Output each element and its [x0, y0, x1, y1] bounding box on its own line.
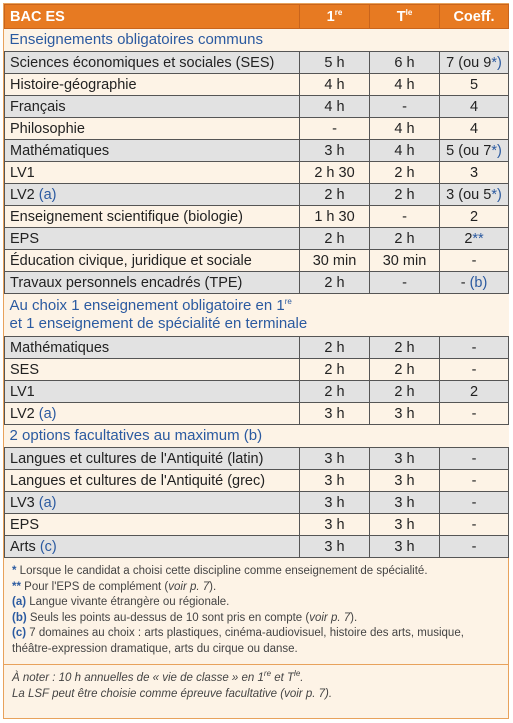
premiere-hours: 3 h — [300, 514, 370, 536]
subject-label: Arts (c) — [5, 536, 300, 558]
premiere-hours: 3 h — [300, 470, 370, 492]
subject-label: Mathématiques — [5, 140, 300, 162]
premiere-hours: 3 h — [300, 403, 370, 425]
coeff-cell: - (b) — [440, 272, 509, 294]
table-row — [5, 184, 509, 206]
table-row — [5, 514, 509, 536]
table-row — [5, 206, 509, 228]
premiere-hours: 2 h — [300, 381, 370, 403]
table-row — [5, 448, 509, 470]
subject-label: Philosophie — [5, 118, 300, 140]
premiere-hours: 3 h — [300, 448, 370, 470]
footnote-b: (b) Seuls les points au-dessus de 10 sont pris en compte (voir p. 7). — [12, 611, 358, 624]
subject-label: Langues et cultures de l'Antiquité (latin) — [5, 448, 300, 470]
footer-line-2: La LSF peut être choisie comme épreuve facultative (voir p. 7). — [12, 688, 333, 700]
subject-label: LV3 (a) — [5, 492, 300, 514]
subject-label: LV2 (a) — [5, 184, 300, 206]
terminale-hours: 2 h — [370, 228, 440, 250]
terminale-hours: 2 h — [370, 337, 440, 359]
coeff-cell: - — [440, 403, 509, 425]
subject-label: Histoire-géographie — [5, 74, 300, 96]
header-coeff: Coeff. — [440, 5, 509, 29]
table-row — [5, 228, 509, 250]
premiere-hours: 2 h — [300, 337, 370, 359]
coeff-cell: - — [440, 514, 509, 536]
terminale-hours: 3 h — [370, 448, 440, 470]
coeff-cell: - — [440, 448, 509, 470]
table-row — [5, 403, 509, 425]
section-title: Au choix 1 enseignement obligatoire en 1re et 1 enseignement de spécialité en terminale — [5, 294, 509, 337]
premiere-hours: 1 h 30 — [300, 206, 370, 228]
premiere-hours: 30 min — [300, 250, 370, 272]
header-title: BAC ES — [5, 5, 300, 29]
table-row — [5, 74, 509, 96]
header-terminale: $T^{le}$ — [370, 5, 440, 29]
coeff-cell: 3 (ou 5*) — [440, 184, 509, 206]
terminale-hours: 4 h — [370, 140, 440, 162]
terminale-hours: - — [370, 206, 440, 228]
subject-label: LV2 (a) — [5, 403, 300, 425]
subject-label: Éducation civique, juridique et sociale — [5, 250, 300, 272]
footnote-star: * Lorsque le candidat a choisi cette discipline comme enseignement de spécialité. — [12, 565, 428, 577]
coeff-cell: 5 — [440, 74, 509, 96]
terminale-hours: 2 h — [370, 162, 440, 184]
terminale-hours: 4 h — [370, 74, 440, 96]
table-row — [5, 250, 509, 272]
footnote-a: (a) Langue vivante étrangère ou régionale. — [12, 596, 230, 608]
terminale-hours: 2 h — [370, 381, 440, 403]
subject-label: Sciences économiques et sociales (SES) — [5, 52, 300, 74]
section-heading — [5, 294, 509, 337]
section-title: Enseignements obligatoires communs — [5, 29, 509, 52]
premiere-hours: 5 h — [300, 52, 370, 74]
table-row — [5, 536, 509, 558]
table-row — [5, 381, 509, 403]
footnotes — [4, 558, 508, 657]
subject-label: Langues et cultures de l'Antiquité (grec) — [5, 470, 300, 492]
table-row — [5, 337, 509, 359]
section-heading — [5, 425, 509, 448]
subject-label: Enseignement scientifique (biologie) — [5, 206, 300, 228]
coeff-cell: 4 — [440, 96, 509, 118]
table-row — [5, 96, 509, 118]
premiere-hours: 4 h — [300, 96, 370, 118]
subject-label: SES — [5, 359, 300, 381]
table-row — [5, 162, 509, 184]
premiere-hours: 2 h — [300, 184, 370, 206]
premiere-hours: 2 h — [300, 359, 370, 381]
coeff-cell: - — [440, 250, 509, 272]
table-header — [5, 5, 509, 29]
coeff-cell: 2** — [440, 228, 509, 250]
terminale-hours: 3 h — [370, 492, 440, 514]
section-heading — [5, 29, 509, 52]
premiere-hours: - — [300, 118, 370, 140]
terminale-hours: 3 h — [370, 514, 440, 536]
section-title: 2 options facultatives au maximum (b) — [5, 425, 509, 448]
table-row — [5, 118, 509, 140]
subject-label: Mathématiques — [5, 337, 300, 359]
table-row — [5, 52, 509, 74]
table-row — [5, 272, 509, 294]
bac-es-sheet — [3, 3, 509, 719]
subject-label: LV1 — [5, 381, 300, 403]
coeff-cell: - — [440, 337, 509, 359]
subject-label: Français — [5, 96, 300, 118]
footer-note — [4, 665, 508, 702]
premiere-hours: 4 h — [300, 74, 370, 96]
coeff-cell: 2 — [440, 206, 509, 228]
coeff-cell: 2 — [440, 381, 509, 403]
terminale-hours: 6 h — [370, 52, 440, 74]
coeff-cell: - — [440, 536, 509, 558]
premiere-hours: 2 h — [300, 228, 370, 250]
terminale-hours: - — [370, 272, 440, 294]
coeff-cell: 4 — [440, 118, 509, 140]
terminale-hours: 3 h — [370, 403, 440, 425]
coeff-cell: 7 (ou 9*) — [440, 52, 509, 74]
schedule-table — [4, 4, 509, 558]
subject-label: LV1 — [5, 162, 300, 184]
coeff-cell: - — [440, 470, 509, 492]
premiere-hours: 3 h — [300, 140, 370, 162]
table-row — [5, 140, 509, 162]
coeff-cell: 3 — [440, 162, 509, 184]
premiere-hours: 2 h — [300, 272, 370, 294]
table-body — [5, 29, 509, 558]
coeff-cell: - — [440, 492, 509, 514]
table-row — [5, 470, 509, 492]
coeff-cell: 5 (ou 7*) — [440, 140, 509, 162]
header-premiere: 1re — [300, 5, 370, 29]
terminale-hours: 2 h — [370, 359, 440, 381]
terminale-hours: - — [370, 96, 440, 118]
terminale-hours: 4 h — [370, 118, 440, 140]
premiere-hours: 3 h — [300, 536, 370, 558]
terminale-hours: 2 h — [370, 184, 440, 206]
terminale-hours: 30 min — [370, 250, 440, 272]
terminale-hours: 3 h — [370, 470, 440, 492]
subject-label: EPS — [5, 228, 300, 250]
footer-line-1: À noter : 10 h annuelles de « vie de classe » en 1re et $T^{le}$. — [12, 669, 304, 684]
premiere-hours: 3 h — [300, 492, 370, 514]
terminale-hours: 3 h — [370, 536, 440, 558]
table-row — [5, 492, 509, 514]
subject-label: EPS — [5, 514, 300, 536]
coeff-cell: - — [440, 359, 509, 381]
premiere-hours: 2 h 30 — [300, 162, 370, 184]
subject-label: Travaux personnels encadrés (TPE) — [5, 272, 300, 294]
table-row — [5, 359, 509, 381]
footnote-double-star: ** Pour l'EPS de complément (voir p. 7). — [12, 580, 217, 593]
footnote-c: (c) 7 domaines au choix : arts plastiques, cinéma-audiovisuel, histoire des arts, musique, théâtre-expression dramatique, arts du cirque ou danse. — [12, 627, 464, 655]
